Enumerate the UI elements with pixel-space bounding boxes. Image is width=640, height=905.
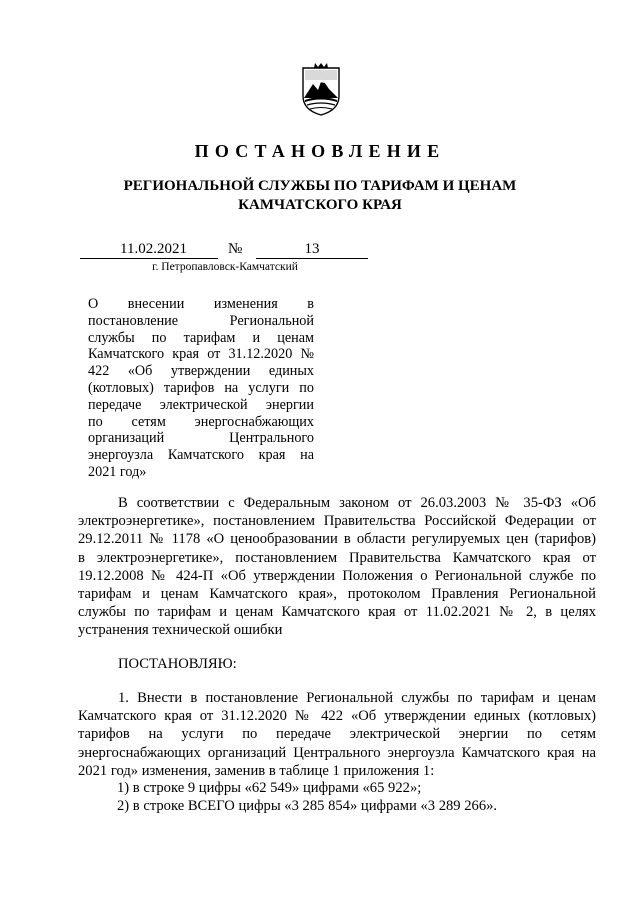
subject-line: постановление Региональной (88, 312, 314, 329)
item-1-line: 2021 год» изменения, заменив в таблице 1 приложения 1: (78, 762, 435, 779)
subject-line: организаций Центрального (88, 430, 314, 447)
subject-line: (котловых) тарифов на услуги по (88, 379, 314, 396)
subitem-1: 1) в строке 9 цифры «62 549» цифрами «65 922»; (117, 780, 422, 796)
subject-line: 422 «Об утверждении единых (88, 363, 314, 380)
decree-number: 13 (256, 240, 368, 259)
item-1-paragraph (78, 689, 596, 780)
preamble-line: устранения технической ошибки (78, 622, 283, 639)
agency-name (0, 177, 640, 215)
date-number-row (80, 240, 370, 260)
decree-word: ПОСТАНОВЛЯЮ: (118, 656, 237, 672)
subject-line: энергоузла Камчатского края на (88, 447, 314, 464)
agency-name-line-2: КАМЧАТСКОГО КРАЯ (238, 197, 402, 213)
coat-of-arms-icon (301, 62, 341, 116)
decree-date-field (80, 240, 218, 259)
document-title: ПОСТАНОВЛЕНИЕ (194, 141, 446, 161)
subject-line: Камчатского края от 31.12.2020 № (88, 346, 314, 363)
preamble-line: В соответствии с Федеральным законом от 26.03.2003 № 35-ФЗ «Об (118, 495, 596, 511)
item-1-line: тарифов на услуги по передаче электрической энергии по сетям (78, 726, 596, 743)
item-1-line: энергоснабжающих организаций Центрального энергоузла Камчатского края на (78, 744, 596, 761)
number-sign: № (228, 241, 243, 257)
preamble-line: тарифам и ценам Камчатского края», протоколом Правления Региональной (78, 586, 596, 603)
preamble-line: 19.12.2008 № 424-П «Об утверждении Положения о Региональной службе по (78, 567, 596, 584)
preamble-line: службы по тарифам и ценам Камчатского края от 11.02.2021 № 2, в целях (78, 604, 596, 621)
subject-line: по сетям энергоснабжающих (88, 413, 314, 430)
subject-line: 2021 год» (88, 463, 147, 480)
preamble-line: в электроэнергетике», постановлением Правительства Камчатского края от (78, 549, 596, 566)
agency-name-line-1: РЕГИОНАЛЬНОЙ СЛУЖБЫ ПО ТАРИФАМ И ЦЕНАМ (123, 178, 517, 194)
item-1-line: 1. Внести в постановление Региональной службы по тарифам и ценам (118, 690, 596, 706)
city-name: г. Петропавловск-Камчатский (152, 261, 298, 273)
subject-line: О внесении изменения в (88, 296, 314, 312)
item-1-line: Камчатского края от 31.12.2020 № 422 «Об утверждении единых (котловых) (78, 708, 596, 725)
decree-subject (88, 296, 314, 481)
subitem-2: 2) в строке ВСЕГО цифры «3 285 854» цифрами «3 289 266». (117, 798, 498, 814)
decree-date: 11.02.2021 (120, 241, 187, 257)
subject-line: службы по тарифам и ценам (88, 329, 314, 346)
preamble-line: 29.12.2011 № 1178 «О ценообразовании в области регулируемых цен (тарифов) (78, 531, 596, 548)
preamble-line: электроэнергетике», постановлением Правительства Российской Федерации от (78, 513, 596, 530)
subject-line: передаче электрической энергии (88, 396, 314, 413)
preamble-paragraph (78, 494, 596, 640)
